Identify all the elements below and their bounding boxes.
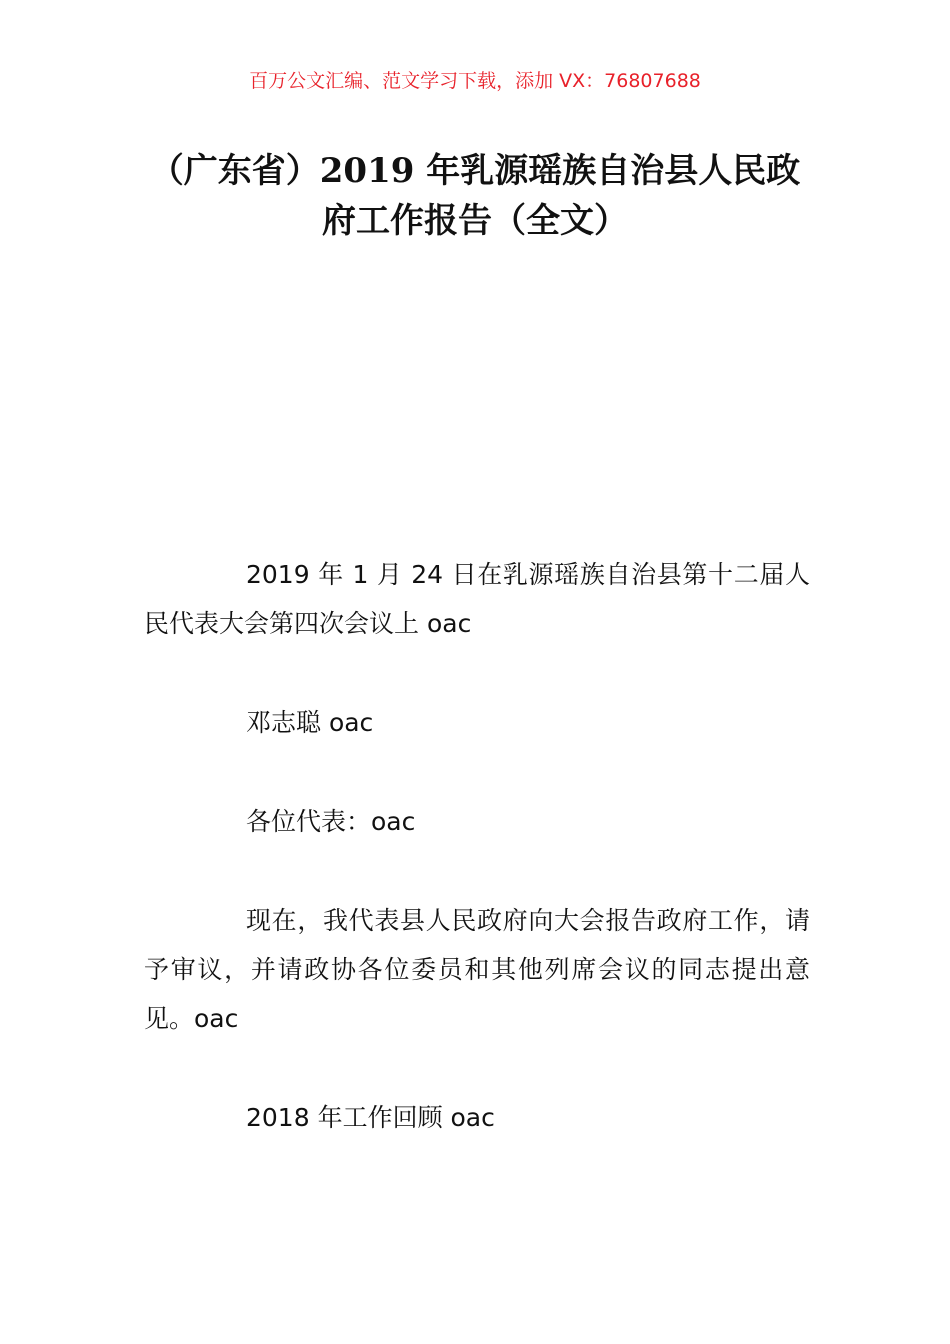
paragraph-meeting-info: 2019 年 1 月 24 日在乳源瑶族自治县第十二届人民代表大会第四次会议上 oac: [144, 560, 810, 638]
page-title: （广东省）2019 年乳源瑶族自治县人民政府工作报告（全文）: [149, 151, 801, 241]
paragraph-salutation: 各位代表：oac: [246, 807, 416, 836]
document-body: [144, 550, 810, 1192]
promo-banner: 百万公文汇编、范文学习下载，添加 VX：76807688: [249, 70, 701, 92]
paragraph-speaker: 邓志聪 oac: [246, 708, 374, 737]
paragraph-opening: 现在，我代表县人民政府向大会报告政府工作，请予审议，并请政协各位委员和其他列席会议的同志提出意见。oac: [144, 906, 810, 1033]
paragraph-section-heading: 2018 年工作回顾 oac: [246, 1103, 495, 1132]
